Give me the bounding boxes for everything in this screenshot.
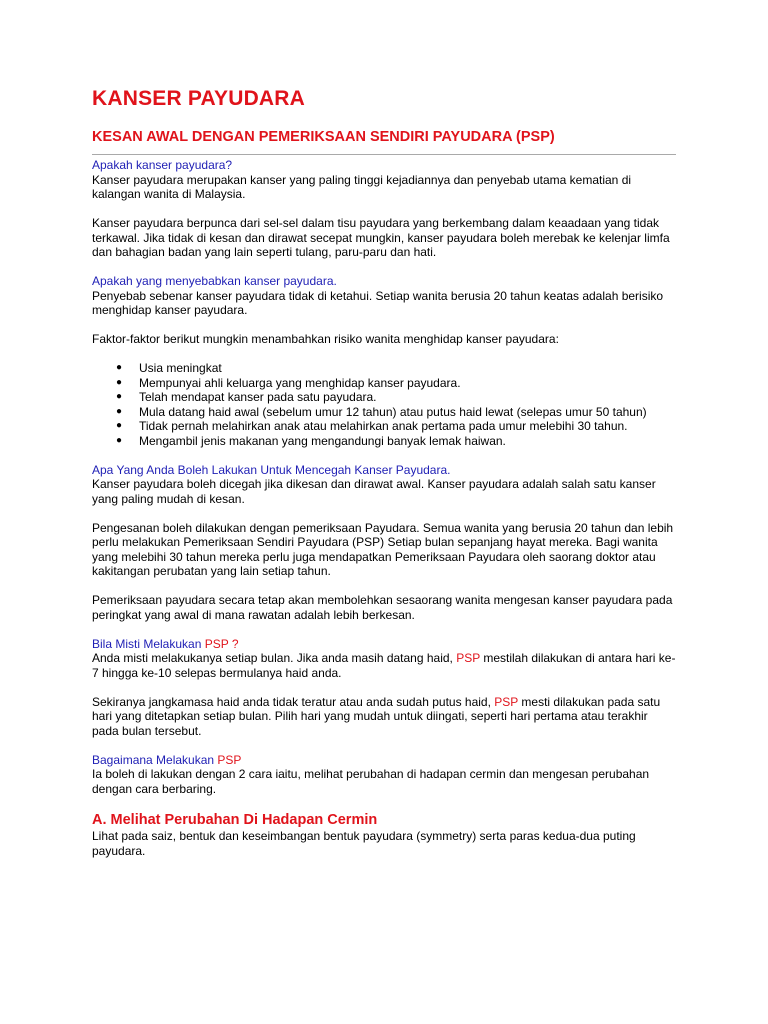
paragraph-how-psp: Ia boleh di lakukan dengan 2 cara iaitu, melihat perubahan di hadapan cermin dan mengesan perubahan dengan cara berbaring.: [92, 767, 650, 796]
paragraph-risk-intro: Faktor-faktor berikut mungkin menambahkan risiko wanita menghidap kanser payudara:: [92, 332, 559, 346]
paragraph-regular-exam: Pemeriksaan payudara secara tetap akan membolehkan sesaorang wanita mengesan kanser payudara pada peringkat yang awal di mana rawatan adalah lebih berkesan.: [92, 593, 673, 622]
paragraph-mirror: Lihat pada saiz, bentuk dan keseimbangan bentuk payudara (symmetry) serta paras kedua-dua puting payudara.: [92, 829, 636, 858]
question-how-psp: Bagaimana Melakukan PSP: [92, 752, 242, 767]
paragraph-causes: Penyebab sebenar kanser payudara tidak di ketahui. Setiap wanita berusia 20 tahun keatas adalah berisiko menghidap kanser payudara.: [92, 288, 664, 317]
question-prevention: Apa Yang Anda Boleh Lakukan Untuk Mencegah Kanser Payudara.: [92, 462, 451, 477]
section-heading-mirror: A. Melihat Perubahan Di Hadapan Cermin: [92, 812, 378, 828]
paragraph-prevention: Kanser payudara boleh dicegah jika dikesan dan dirawat awal. Kanser payudara adalah salah satu kanser yang paling mudah di kesan.: [92, 477, 656, 506]
document-title: KANSER PAYUDARA: [92, 87, 306, 110]
paragraph-detection: Pengesanan boleh dilakukan dengan pemeriksaan Payudara. Semua wanita yang berusia 20 tahun dan lebih perlu melakukan Pemeriksaan Sendiri Payudara (PSP) Setiap bulan sepanjang hayat mereka. Bagi wanita yang melebihi 30 tahun mereka perlu juga mendapatkan Pemeriksaan Payudara oleh saorang doktor atau kakitangan perubatan yang lain setiap tahun.: [92, 520, 674, 578]
list-item: ● Mula datang haid awal (sebelum umur 12 tahun) atau putus haid lewat (selepas umur 50 tahun): [116, 404, 647, 419]
bullet-icon: ●: [116, 405, 123, 417]
list-item: ● Usia meningkat: [116, 361, 222, 375]
bullet-icon: ●: [116, 376, 123, 388]
bullet-icon: ●: [116, 362, 123, 373]
list-item: ● Telah mendapat kanser pada satu payudara.: [116, 390, 377, 404]
question-causes: Apakah yang menyebabkan kanser payudara.: [92, 274, 337, 288]
document-page: [92, 86, 676, 858]
paragraph-irregular-cycle: Sekiranya jangkamasa haid anda tidak teratur atau anda sudah putus haid, PSP mesti dilakukan pada satu hari yang ditetapkan setiap bulan. Pilih hari yang mudah untuk diingati, seperti hari pertama atau terakhir pada bulan tersebut.: [92, 694, 661, 738]
risk-factor-list: [92, 361, 676, 448]
list-item: ● Mempunyai ahli keluarga yang menghidap kanser payudara.: [116, 375, 461, 390]
paragraph-when-psp: Anda misti melakukanya setiap bulan. Jika anda masih datang haid, PSP mestilah dilakukan di antara hari ke-7 hingga ke-10 selepas bermulanya haid anda.: [92, 651, 676, 680]
question-what-is-breast-cancer: Apakah kanser payudara?: [92, 158, 233, 172]
question-when-psp: Bila Misti Melakukan PSP ?: [92, 636, 239, 651]
list-item: ● Mengambil jenis makanan yang mengandungi banyak lemak haiwan.: [116, 433, 506, 448]
divider: [92, 154, 676, 155]
paragraph-definition: Kanser payudara merupakan kanser yang paling tinggi kejadiannya dan penyebab utama kematian di kalangan wanita di Malaysia.: [92, 172, 632, 201]
list-item: ● Tidak pernah melahirkan anak atau melahirkan anak pertama pada umur melebihi 30 tahun.: [116, 419, 628, 433]
paragraph-origin: Kanser payudara berpunca dari sel-sel dalam tisu payudara yang berkembang dalam keaadaan yang tidak terkawal. Jika tidak di kesan dan dirawat secepat mungkin, kanser payudara boleh merebak ke kelenjar limfa dan bahagian badan yang lain seperti tulang, paru-paru dan hati.: [92, 216, 670, 259]
bullet-icon: ●: [116, 391, 123, 402]
document-subtitle: KESAN AWAL DENGAN PEMERIKSAAN SENDIRI PAYUDARA (PSP): [92, 129, 555, 145]
bullet-icon: ●: [116, 434, 123, 446]
bullet-icon: ●: [116, 420, 123, 431]
